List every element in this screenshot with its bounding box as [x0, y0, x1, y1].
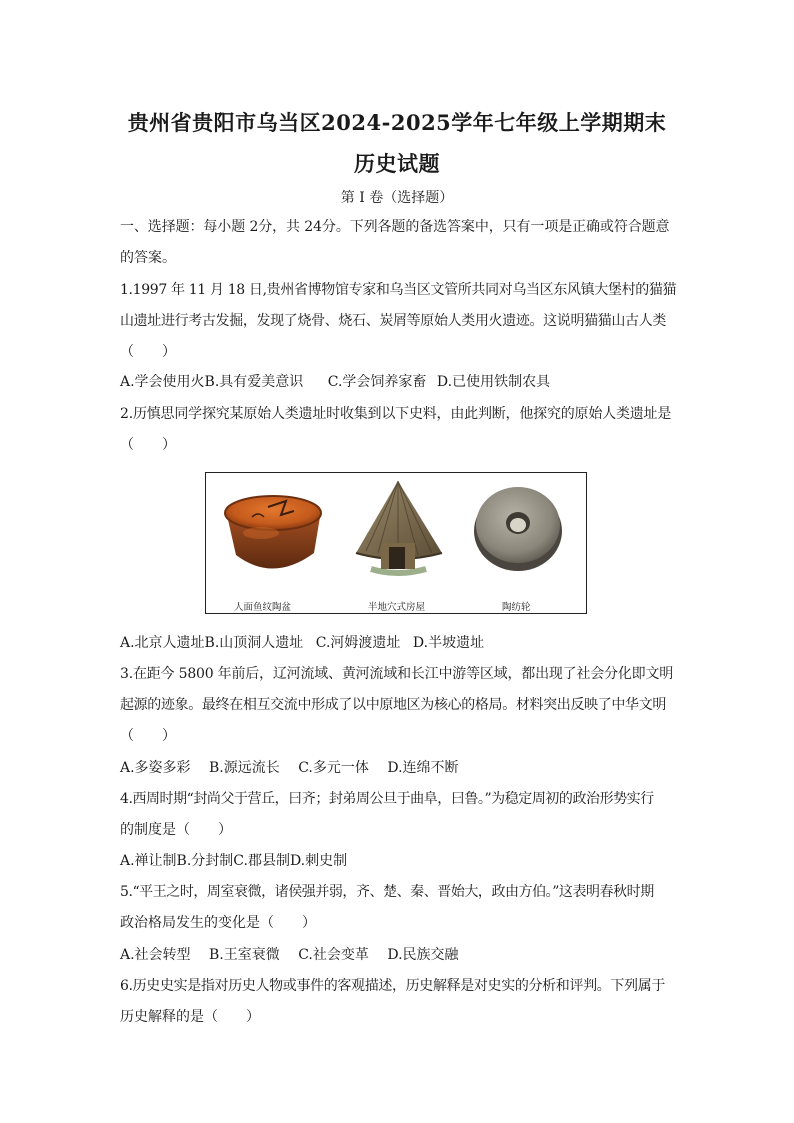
- question-2-text: 2.历慎思同学探究某原始人类遗址时收集到以下史料，由此判断，他探究的原始人类遗址是: [120, 406, 672, 422]
- question-3-text: 起源的迹象。最终在相互交流中形成了以中原地区为核心的格局。材料突出反映了中华文明: [120, 697, 666, 713]
- option-d: D.半坡遗址: [412, 635, 485, 651]
- artifact-figure: [205, 472, 587, 614]
- option-c: C.多元一体: [298, 760, 369, 776]
- option-d: D.民族交融: [387, 947, 459, 963]
- question-3-text: 3.在距今 5800 年前后，辽河流域、黄河流域和长江中游等区域，都出现了社会分化即文明: [120, 666, 674, 682]
- question-4-text: 的制度是（ ）: [120, 822, 232, 838]
- semi-subterranean-house-picture: [356, 481, 442, 573]
- option-d: D.连绵不断: [387, 760, 459, 776]
- question-4-text: 4.西周时期“封尚父于营丘，曰齐；封弟周公旦于曲阜，曰鲁。”为稳定周初的政治形势实行: [120, 791, 654, 807]
- option-c: C.学会饲养家畜: [327, 374, 427, 390]
- option-d: D.已使用铁制农具: [436, 374, 551, 390]
- option-b: B.王室衰微: [209, 947, 280, 963]
- option-a: A.多姿多彩: [120, 760, 191, 776]
- question-6-text: 6.历史史实是指对历史人物或事件的客观描述，历史解释是对史实的分析和评判。下列属于: [120, 978, 666, 994]
- exam-title: 贵州省贵阳市乌当区2024-2025学年七年级上学期期末: [127, 110, 667, 135]
- question-1-options: [120, 375, 676, 389]
- option-a-b: A.北京人遗址B.山顶洞人遗址: [120, 635, 304, 651]
- option-a: A.社会转型: [120, 947, 191, 963]
- question-5-text: 政治格局发生的变化是（ ）: [120, 915, 316, 931]
- artifact-illustration: [206, 473, 586, 613]
- question-2-options: [120, 636, 676, 650]
- instructions-line: 的答案。: [120, 250, 176, 266]
- question-3-options: [120, 761, 676, 775]
- instructions-line: 一、选择题：每小题 2分，共 24分。下列各题的备选答案中，只有一项是正确或符合题意: [120, 219, 670, 235]
- question-5-text: 5.“平王之时，周室衰微，诸侯强并弱，齐、楚、秦、晋始大，政由方伯。”这表明春秋时期: [120, 884, 654, 900]
- spindle-whorl-picture: [474, 487, 562, 571]
- question-4-options: [120, 854, 676, 868]
- exam-subject-title: 历史试题: [354, 151, 440, 176]
- pottery-basin-picture: [225, 496, 321, 569]
- question-6-text: 历史解释的是（ ）: [120, 1009, 260, 1025]
- option-a-b: A.学会使用火B.具有爱美意识: [120, 374, 304, 390]
- question-3-blank: （ ）: [120, 728, 176, 744]
- caption-pottery-basin: 人面鱼纹陶盆: [234, 602, 292, 613]
- option-a-b-c-d: A.禅让制B.分封制C.郡县制D.刺史制: [120, 853, 348, 869]
- question-1-text: 山遗址进行考古发掘，发现了烧骨、烧石、炭屑等原始人类用火遗迹。这说明猫猫山古人类: [120, 313, 666, 329]
- option-c: C.社会变革: [298, 947, 369, 963]
- caption-spindle-whorl: 陶纺轮: [502, 602, 531, 613]
- section-heading: 第 I 卷（选择题）: [340, 190, 454, 206]
- caption-house: 半地穴式房屋: [368, 602, 426, 613]
- option-b: B.源远流长: [209, 760, 280, 776]
- option-c: C.河姆渡遗址: [315, 635, 401, 651]
- question-1-blank: （ ）: [120, 344, 176, 360]
- question-1-text: 1.1997 年 11 月 18 日,贵州省博物馆专家和乌当区文管所共同对乌当区东风镇大堡村的猫猫: [120, 282, 677, 298]
- question-5-options: [120, 948, 676, 962]
- question-2-blank: （ ）: [120, 437, 176, 453]
